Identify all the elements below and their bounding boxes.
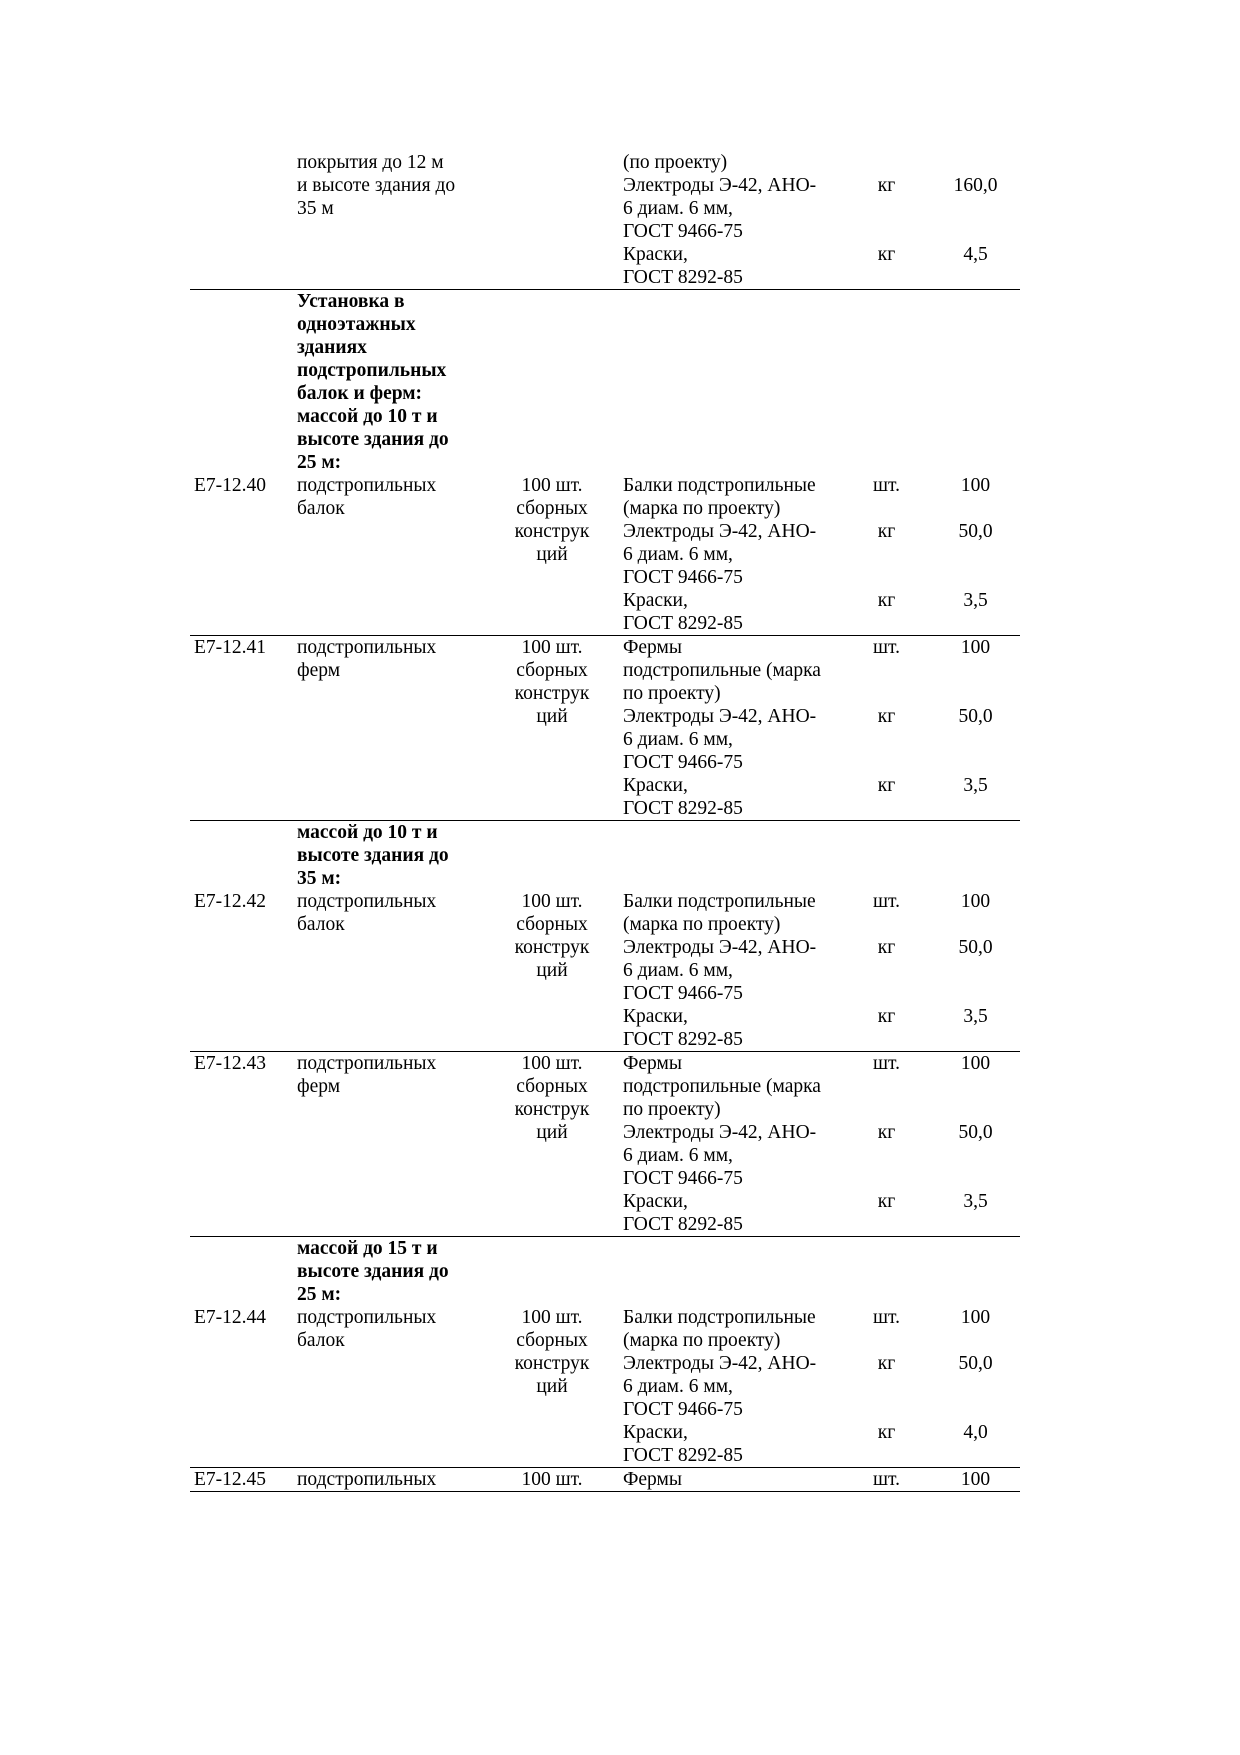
resource-name: Электроды Э-42, АНО- 6 диам. 6 мм, ГОСТ 9466-75 (623, 937, 817, 1004)
resource-unit: шт. (842, 636, 931, 706)
item-name (293, 1052, 485, 1237)
table-row (190, 1468, 1020, 1492)
resource-quantity: 3,5 (963, 1191, 988, 1212)
item-code-text: Е7-12.41 (194, 637, 267, 658)
resource-quantity: 50,0 (958, 1122, 993, 1143)
resource-name: Балки подстропильные (марка по проекту) (619, 821, 842, 937)
item-name-text: подстропильных балок (297, 1307, 437, 1351)
table-row (190, 821, 1020, 937)
item-code (190, 636, 293, 821)
item-name (293, 290, 485, 636)
resource-unit: шт. (842, 1468, 931, 1492)
resource-unit: шт. (842, 1052, 931, 1122)
table-row (190, 1237, 1020, 1353)
resource-unit (842, 151, 931, 174)
item-code-text: Е7-12.40 (194, 475, 267, 496)
resource-name: Электроды Э-42, АНО- 6 диам. 6 мм, ГОСТ 9466-75 (623, 1353, 817, 1420)
item-name-text: подстропильных балок (297, 891, 437, 935)
item-heading: Установка в одноэтажных зданиях подстропильных балок и ферм: массой до 10 т и высоте здания до 25 м: (297, 291, 449, 473)
resource-name: Краски, ГОСТ 8292-85 (623, 590, 743, 634)
resource-unit: кг (877, 1006, 896, 1027)
resource-quantity: 100 (931, 821, 1020, 937)
resource-quantity: 100 (931, 1468, 1020, 1492)
resource-quantity: 3,5 (963, 775, 988, 796)
item-code (190, 1237, 293, 1468)
resource-quantity: 3,5 (963, 590, 988, 611)
item-code (190, 151, 293, 290)
resource-quantity: 100 (931, 1237, 1020, 1353)
resource-quantity: 100 (931, 290, 1020, 521)
resource-quantity: 50,0 (958, 706, 993, 727)
item-measure (485, 1052, 619, 1237)
item-measure-text: 100 шт. сборных конструк ций (514, 1053, 590, 1143)
resource-unit: кг (877, 1422, 896, 1443)
resource-unit: кг (877, 1122, 896, 1143)
item-heading: массой до 10 т и высоте здания до 35 м: (297, 822, 449, 889)
item-measure (485, 1237, 619, 1468)
item-code-spacer (194, 821, 289, 890)
resource-unit: кг (877, 175, 896, 196)
resource-name: Фермы (619, 1468, 842, 1492)
item-name (293, 636, 485, 821)
resource-name: Краски, ГОСТ 8292-85 (623, 1006, 743, 1050)
item-code-text: Е7-12.42 (194, 891, 267, 912)
norms-table (190, 151, 1020, 1492)
resource-quantity: 50,0 (958, 1353, 993, 1374)
resource-name: (по проекту) (623, 152, 728, 173)
item-code-text: Е7-12.43 (194, 1053, 267, 1074)
item-code (190, 821, 293, 1052)
resource-name: Краски, ГОСТ 8292-85 (623, 775, 743, 819)
resource-unit: шт. (842, 1237, 931, 1353)
item-name: покрытия до 12 м и высоте здания до 35 м (297, 152, 456, 219)
item-measure-spacer (489, 821, 615, 890)
resource-quantity: 3,5 (963, 1006, 988, 1027)
resource-unit: кг (877, 706, 896, 727)
resource-unit: кг (877, 775, 896, 796)
item-measure (485, 636, 619, 821)
resource-quantity: 50,0 (958, 521, 993, 542)
item-measure (485, 151, 619, 290)
resource-name: Балки подстропильные (марка по проекту) (619, 1237, 842, 1353)
item-code-spacer (194, 1237, 289, 1306)
item-heading: массой до 15 т и высоте здания до 25 м: (297, 1238, 449, 1305)
item-code-text: Е7-12.44 (194, 1307, 267, 1328)
table-row (190, 151, 1020, 174)
resource-quantity: 100 (931, 636, 1020, 706)
item-code (190, 290, 293, 636)
norms-table-body (190, 151, 1020, 1492)
item-code-text: Е7-12.45 (194, 1469, 267, 1490)
item-measure-text: 100 шт. сборных конструк ций (514, 475, 590, 565)
item-measure (485, 290, 619, 636)
resource-name: Электроды Э-42, АНО- 6 диам. 6 мм, ГОСТ 9466-75 (623, 175, 817, 242)
item-code (190, 1468, 293, 1492)
resource-unit: кг (877, 590, 896, 611)
resource-quantity: 4,0 (963, 1422, 988, 1443)
resource-quantity: 4,5 (963, 244, 988, 265)
resource-name: Электроды Э-42, АНО- 6 диам. 6 мм, ГОСТ 9466-75 (623, 521, 817, 588)
resource-name: Электроды Э-42, АНО- 6 диам. 6 мм, ГОСТ 9466-75 (623, 1122, 817, 1189)
item-name (293, 821, 485, 1052)
resource-name: Электроды Э-42, АНО- 6 диам. 6 мм, ГОСТ 9466-75 (623, 706, 817, 773)
resource-unit: кг (877, 244, 896, 265)
item-name-text: подстропильных балок (297, 475, 437, 519)
item-code (190, 1052, 293, 1237)
resource-unit: шт. (842, 290, 931, 521)
resource-name: Фермы подстропильные (марка по проекту) (619, 636, 842, 706)
resource-quantity: 160,0 (953, 175, 998, 196)
resource-quantity: 100 (931, 1052, 1020, 1122)
resource-unit: кг (877, 521, 896, 542)
resource-unit: кг (877, 937, 896, 958)
resource-name: Краски, ГОСТ 8292-85 (623, 244, 743, 288)
item-name (293, 1468, 485, 1492)
table-row (190, 636, 1020, 706)
item-measure-text: 100 шт. сборных конструк ций (514, 891, 590, 981)
item-name-text: подстропильных ферм (297, 1053, 437, 1097)
item-measure-spacer (489, 290, 615, 474)
item-name-text: подстропильных ферм (297, 637, 437, 681)
resource-quantity: 50,0 (958, 937, 993, 958)
item-measure (485, 1468, 619, 1492)
resource-unit: шт. (842, 821, 931, 937)
item-measure-text: 100 шт. сборных конструк ций (514, 637, 590, 727)
item-measure-text: 100 шт. сборных конструк ций (514, 1307, 590, 1397)
resource-name: Балки подстропильные (марка по проекту) (619, 290, 842, 521)
item-measure-spacer (489, 1237, 615, 1306)
resource-unit: кг (877, 1353, 896, 1374)
item-name (293, 1237, 485, 1468)
resource-name: Краски, ГОСТ 8292-85 (623, 1422, 743, 1466)
item-code-spacer (194, 290, 289, 474)
table-row (190, 1052, 1020, 1122)
table-row (190, 290, 1020, 521)
resource-quantity (931, 151, 1020, 174)
item-measure-text: 100 шт. (521, 1469, 583, 1490)
resource-unit: кг (877, 1191, 896, 1212)
resource-name: Краски, ГОСТ 8292-85 (623, 1191, 743, 1235)
item-name-text: подстропильных (297, 1469, 437, 1490)
item-measure (485, 821, 619, 1052)
resource-name: Фермы подстропильные (марка по проекту) (619, 1052, 842, 1122)
